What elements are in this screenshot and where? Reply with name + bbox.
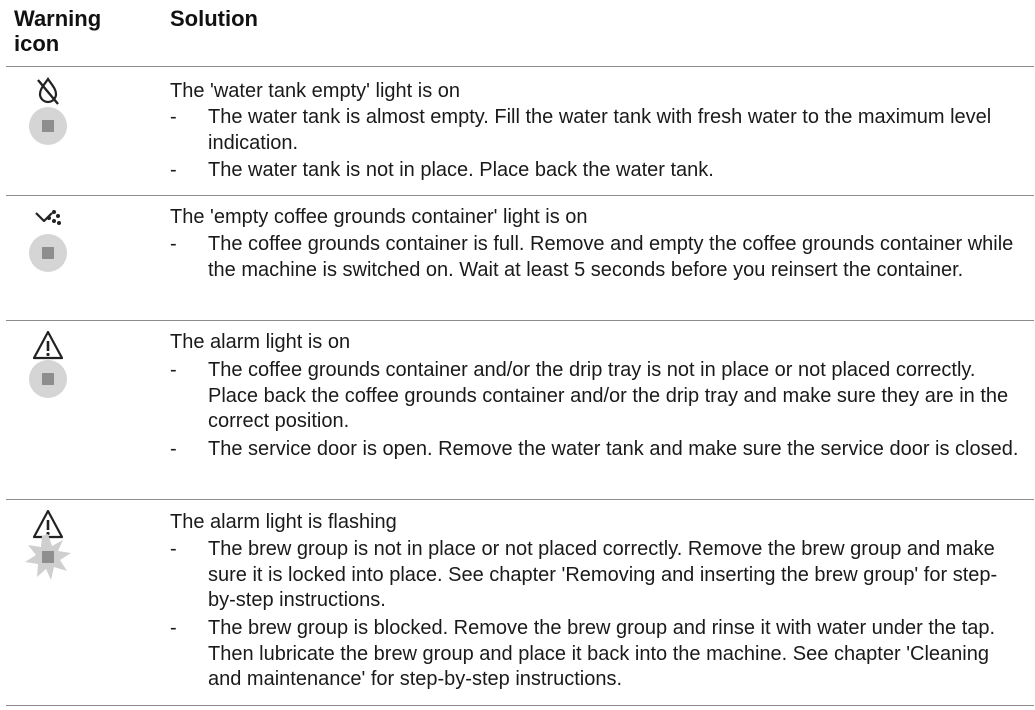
item-text: The water tank is not in place. Place back the water tank. bbox=[208, 159, 714, 181]
warning-triangle-icon bbox=[32, 329, 64, 361]
header-solution: Solution bbox=[170, 6, 258, 31]
dash: - bbox=[170, 159, 177, 181]
row-divider bbox=[6, 499, 1034, 500]
indicator-light bbox=[29, 234, 67, 272]
water-drop-crossed-icon bbox=[32, 74, 64, 106]
icon-cell bbox=[24, 203, 72, 283]
item-text: The coffee grounds container is full. Remove and empty the coffee grounds container while the machine is switched on. Wait at least 5 seconds before you reinsert the container. bbox=[208, 233, 1014, 281]
dash: - bbox=[170, 233, 177, 255]
item-text: The brew group is blocked. Remove the brew group and rinse it with water under the tap. Then lubricate the brew group and place it back into the machine. See chapter 'Cleaning and maintenance' for step-by-step instructions. bbox=[208, 617, 996, 690]
flashing-light-icon bbox=[29, 538, 67, 576]
dash: - bbox=[170, 538, 177, 560]
icon-cell bbox=[24, 74, 72, 154]
item-text: The water tank is almost empty. Fill the water tank with fresh water to the maximum level indication. bbox=[208, 106, 992, 154]
table-row bbox=[0, 508, 1035, 703]
row-title: The 'empty coffee grounds container' light is on bbox=[170, 206, 588, 228]
row-title: The 'water tank empty' light is on bbox=[170, 80, 460, 102]
table-row bbox=[0, 203, 1035, 318]
header-divider bbox=[6, 66, 1034, 67]
icon-cell bbox=[24, 508, 72, 588]
dash: - bbox=[170, 617, 177, 639]
indicator-light bbox=[29, 360, 67, 398]
row-title: The alarm light is flashing bbox=[170, 511, 397, 533]
item-text: The service door is open. Remove the water tank and make sure the service door is closed. bbox=[208, 438, 1019, 460]
dash: - bbox=[170, 359, 177, 381]
row-divider bbox=[6, 320, 1034, 321]
icon-cell bbox=[24, 329, 72, 409]
coffee-grounds-icon bbox=[32, 203, 64, 235]
table-row bbox=[0, 329, 1035, 494]
dash: - bbox=[170, 106, 177, 128]
item-text: The brew group is not in place or not placed correctly. Remove the brew group and make sure it is locked into place. See chapter 'Removing and inserting the brew group' for step-by-step instructions. bbox=[208, 538, 998, 611]
header-warning-icon: Warning icon bbox=[14, 6, 102, 56]
table-header bbox=[0, 0, 1035, 66]
table-row bbox=[0, 74, 1035, 194]
row-divider bbox=[6, 195, 1034, 196]
row-divider bbox=[6, 705, 1034, 706]
row-title: The alarm light is on bbox=[170, 331, 351, 353]
item-text: The coffee grounds container and/or the drip tray is not in place or not placed correctly. Place back the coffee grounds container and/or the drip tray and make sure they are in the correct position. bbox=[208, 359, 1009, 432]
indicator-light bbox=[29, 107, 67, 145]
dash: - bbox=[170, 438, 177, 460]
